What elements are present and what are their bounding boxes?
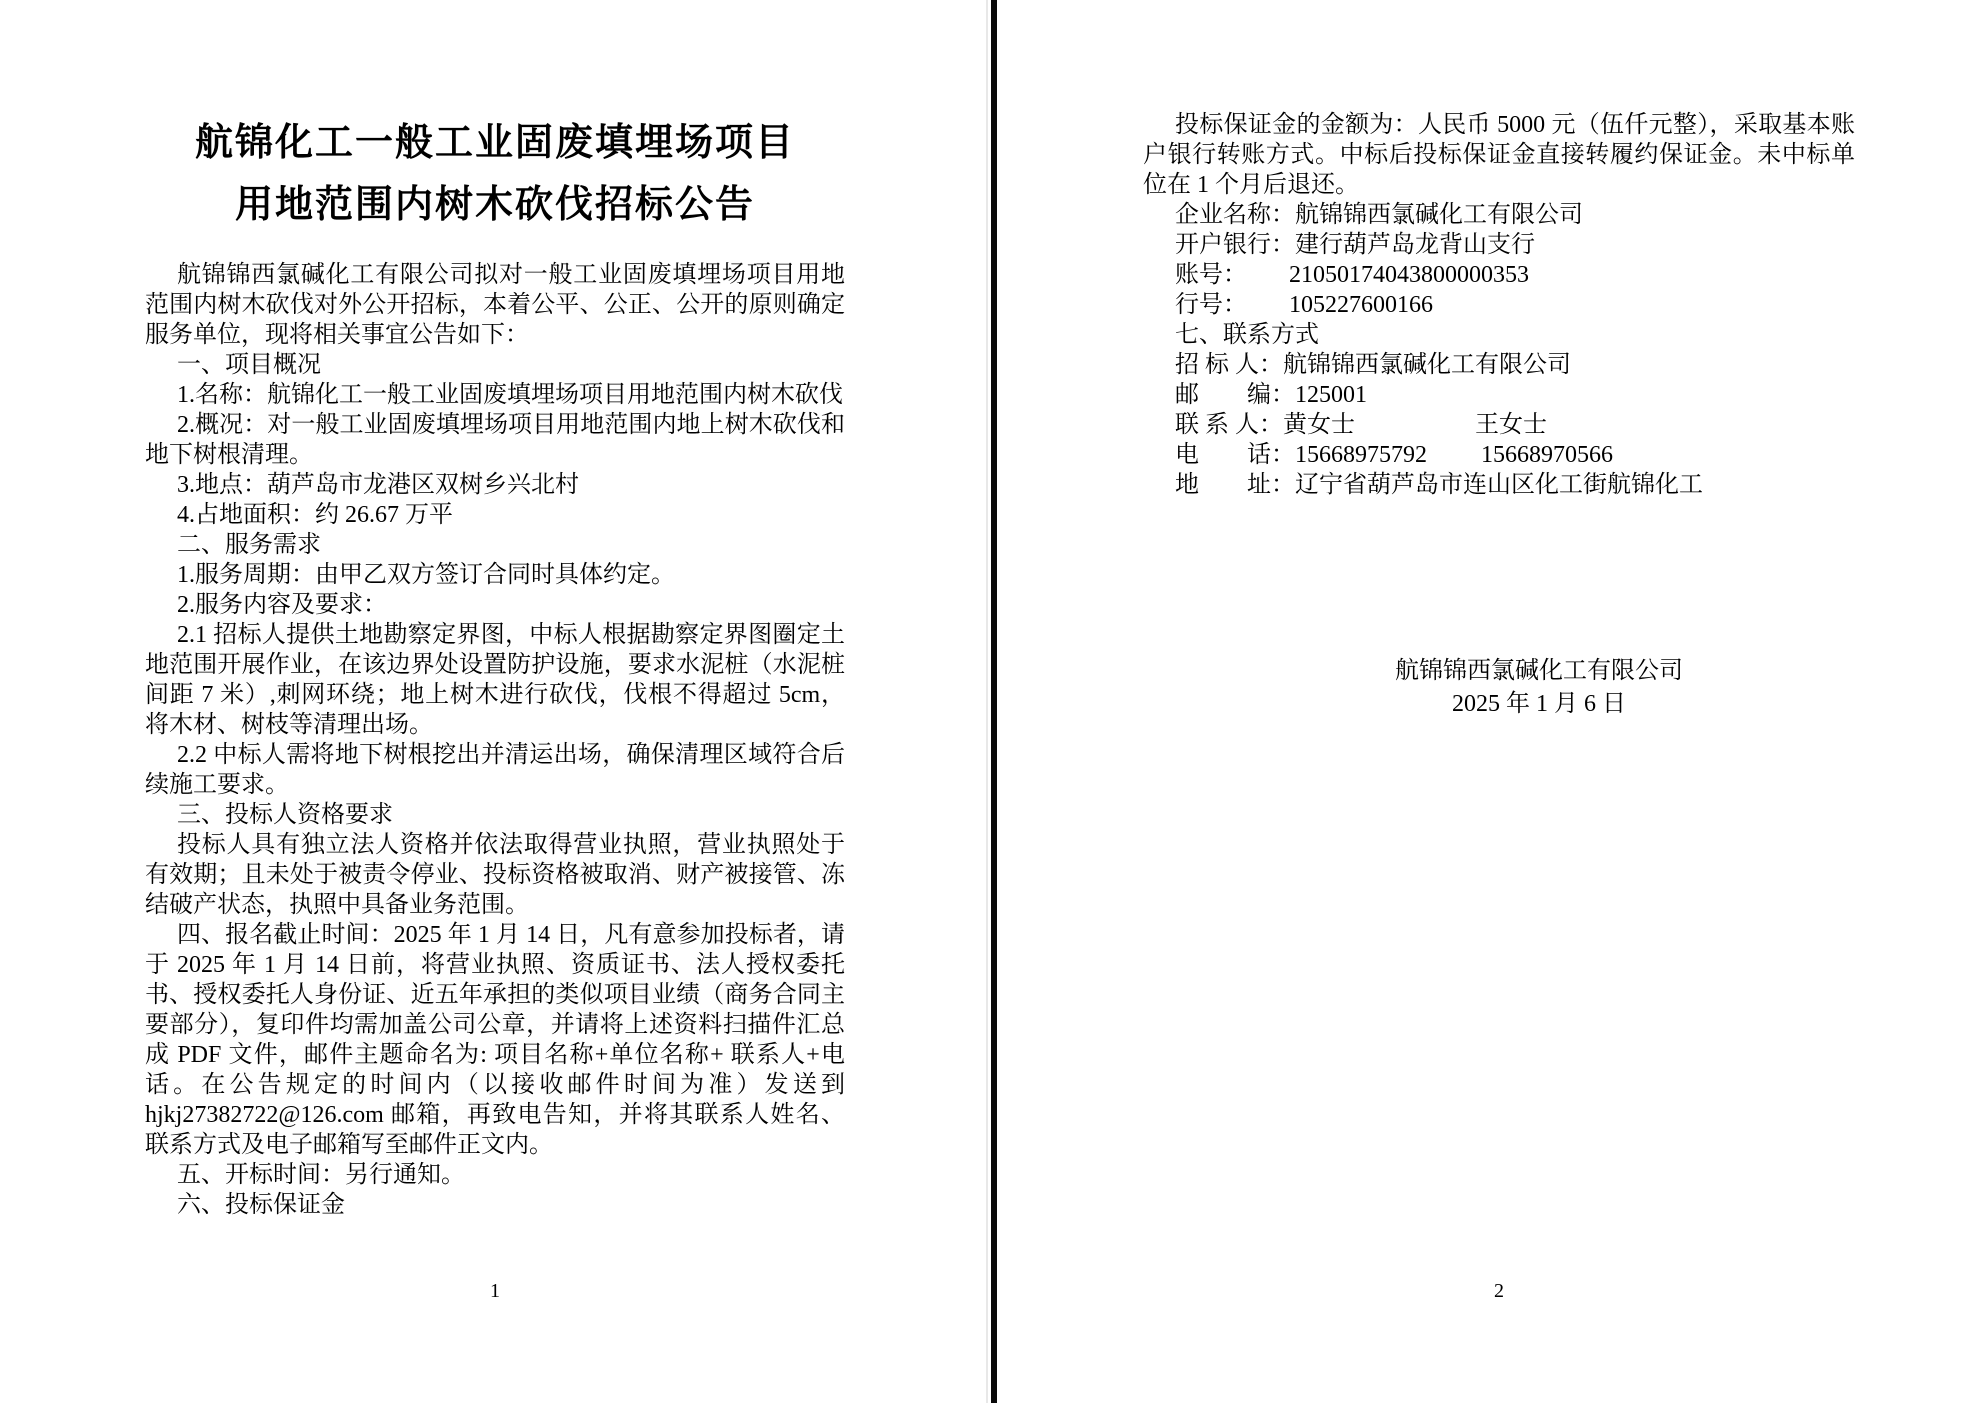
paragraph: 五、开标时间：另行通知。: [177, 1162, 465, 1188]
page-2-number: 2: [1494, 1280, 1504, 1302]
paragraph: 2.服务内容及要求：: [177, 592, 387, 618]
paragraph: 航锦锦西氯碱化工有限公司拟对一般工业固废填埋场项目用地范围内树木砍伐对外公开招标，本着公平、公正、公开的原则确定服务单位，现将相关事宜公告如下：: [145, 262, 845, 348]
paragraph: 投标人具有独立法人资格并依法取得营业执照，营业执照处于有效期；且未处于被责令停业、投标资格被取消、财产被接管、冻结破产状态，执照中具备业务范围。: [145, 832, 845, 918]
paragraph: 企业名称：航锦锦西氯碱化工有限公司: [1175, 202, 1583, 228]
page-2: [1143, 0, 1855, 1403]
paragraph: 1.名称：航锦化工一般工业固废填埋场项目用地范围内树木砍伐: [177, 382, 843, 408]
page-divider: [991, 0, 997, 1403]
paragraph: 账号： 21050174043800000353: [1175, 262, 1529, 288]
paragraph: 二、服务需求: [177, 532, 321, 558]
document-title: [145, 112, 845, 236]
paragraph: 一、项目概况: [177, 352, 321, 378]
paragraph: 3.地点：葫芦岛市龙港区双树乡兴北村: [177, 472, 579, 498]
paragraph: 2.1 招标人提供土地勘察定界图，中标人根据勘察定界图圈定土地范围开展作业，在该边界处设置防护设施，要求水泥桩（水泥桩间距 7 米）,刺网环绕；地上树木进行砍伐，伐根不得超过 5cm，将木材、树枝等清理出场。: [145, 622, 845, 738]
page-1-body: [145, 260, 851, 1220]
page-2-body: [1143, 110, 1855, 500]
paragraph: 行号： 105227600166: [1175, 292, 1433, 318]
paragraph: 招 标 人：航锦锦西氯碱化工有限公司: [1175, 352, 1571, 378]
paragraph: 三、投标人资格要求: [177, 802, 393, 828]
paragraph: 2.概况：对一般工业固废填埋场项目用地范围内地上树木砍伐和地下树根清理。: [145, 412, 845, 468]
paragraph: 电 话：15668975792 15668970566: [1175, 442, 1613, 468]
paragraph: 联 系 人：黄女士 王女士: [1175, 412, 1547, 438]
paragraph: 七、联系方式: [1175, 322, 1319, 348]
paragraph: 邮 编：125001: [1175, 382, 1367, 408]
document-title-line-1: 航锦化工一般工业固废填埋场项目: [194, 122, 795, 164]
paragraph: 地 址：辽宁省葫芦岛市连山区化工街航锦化工: [1175, 472, 1703, 498]
page-divider-shadow: [986, 0, 988, 1403]
paragraph: 开户银行：建行葫芦岛龙背山支行: [1175, 232, 1535, 258]
paragraph: 1.服务周期：由甲乙双方签订合同时具体约定。: [177, 562, 675, 588]
signature-company: 航锦锦西氯碱化工有限公司: [1395, 658, 1683, 684]
signature-block: [1143, 655, 1855, 721]
paragraph: 六、投标保证金: [177, 1192, 345, 1218]
paragraph: 2.2 中标人需将地下树根挖出并清运出场，确保清理区域符合后续施工要求。: [145, 742, 845, 798]
signature-date: 2025 年 1 月 6 日: [1452, 691, 1626, 717]
page-1: [145, 0, 851, 1403]
page-1-number: 1: [490, 1280, 500, 1302]
paragraph: 4.占地面积：约 26.67 万平: [177, 502, 453, 528]
paragraph: 投标保证金的金额为：人民币 5000 元（伍仟元整），采取基本账户银行转账方式。中标后投标保证金直接转履约保证金。未中标单位在 1 个月后退还。: [1143, 112, 1855, 198]
document-title-line-2: 用地范围内树木砍伐招标公告: [234, 184, 755, 226]
paragraph: 四、报名截止时间：2025 年 1 月 14 日，凡有意参加投标者，请于 2025 年 1 月 14 日前，将营业执照、资质证书、法人授权委托书、授权委托人身份证、近五年承担的类似项目业绩（商务合同主要部分），复印件均需加盖公司公章，并请将上述资料扫描件汇总成 PDF 文件，邮件主题命名为: 项目名称+单位名称+ 联系人+电话。在公告规定的时间内（以接收邮件时间为准）发送到 hjkj27382722@126.com 邮箱，再致电告知，并将其联系人姓名、联系方式及电子邮箱写至邮件正文内。: [145, 922, 851, 1158]
